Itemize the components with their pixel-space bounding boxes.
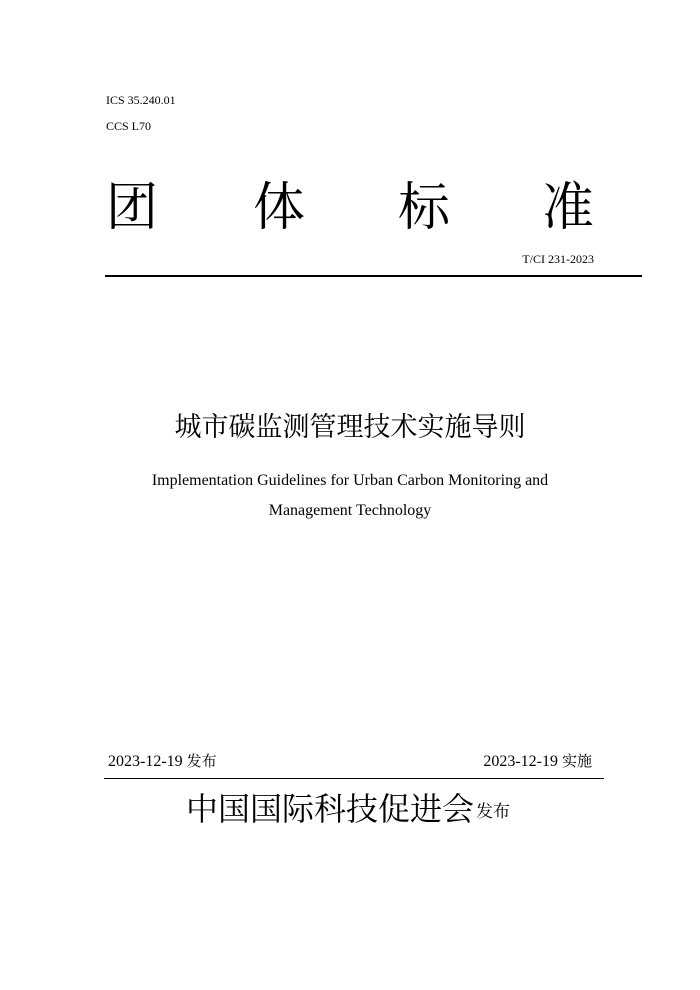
title-english-line-2: Management Technology: [268, 502, 432, 519]
standard-type-char-4: 准: [541, 178, 594, 238]
implement-label: 实施: [561, 752, 592, 770]
ccs-code: CCS L70: [106, 119, 152, 133]
title-english-line-1: Implementation Guidelines for Urban Carbon Monitoring and: [151, 472, 549, 489]
publish-label: 发布: [186, 752, 217, 770]
implement-date: 2023-12-19: [483, 753, 558, 770]
title-chinese: 城市碳监测管理技术实施导则: [174, 412, 526, 443]
publish-date-block: [108, 750, 217, 773]
ics-code: ICS 35.240.01: [106, 93, 176, 107]
standard-type-char-1: 团: [105, 178, 158, 238]
implement-date-block: [483, 750, 592, 773]
publisher-name: 中国国际科技促进会: [186, 790, 475, 828]
publisher-suffix: 发布: [476, 802, 510, 822]
standard-code: T/CI 231-2023: [522, 252, 594, 266]
top-divider: [105, 275, 642, 277]
standard-type-char-3: 标: [397, 178, 450, 238]
publish-date: 2023-12-19: [108, 753, 183, 770]
standard-type-char-2: 体: [252, 178, 305, 238]
bottom-divider: [104, 778, 604, 779]
